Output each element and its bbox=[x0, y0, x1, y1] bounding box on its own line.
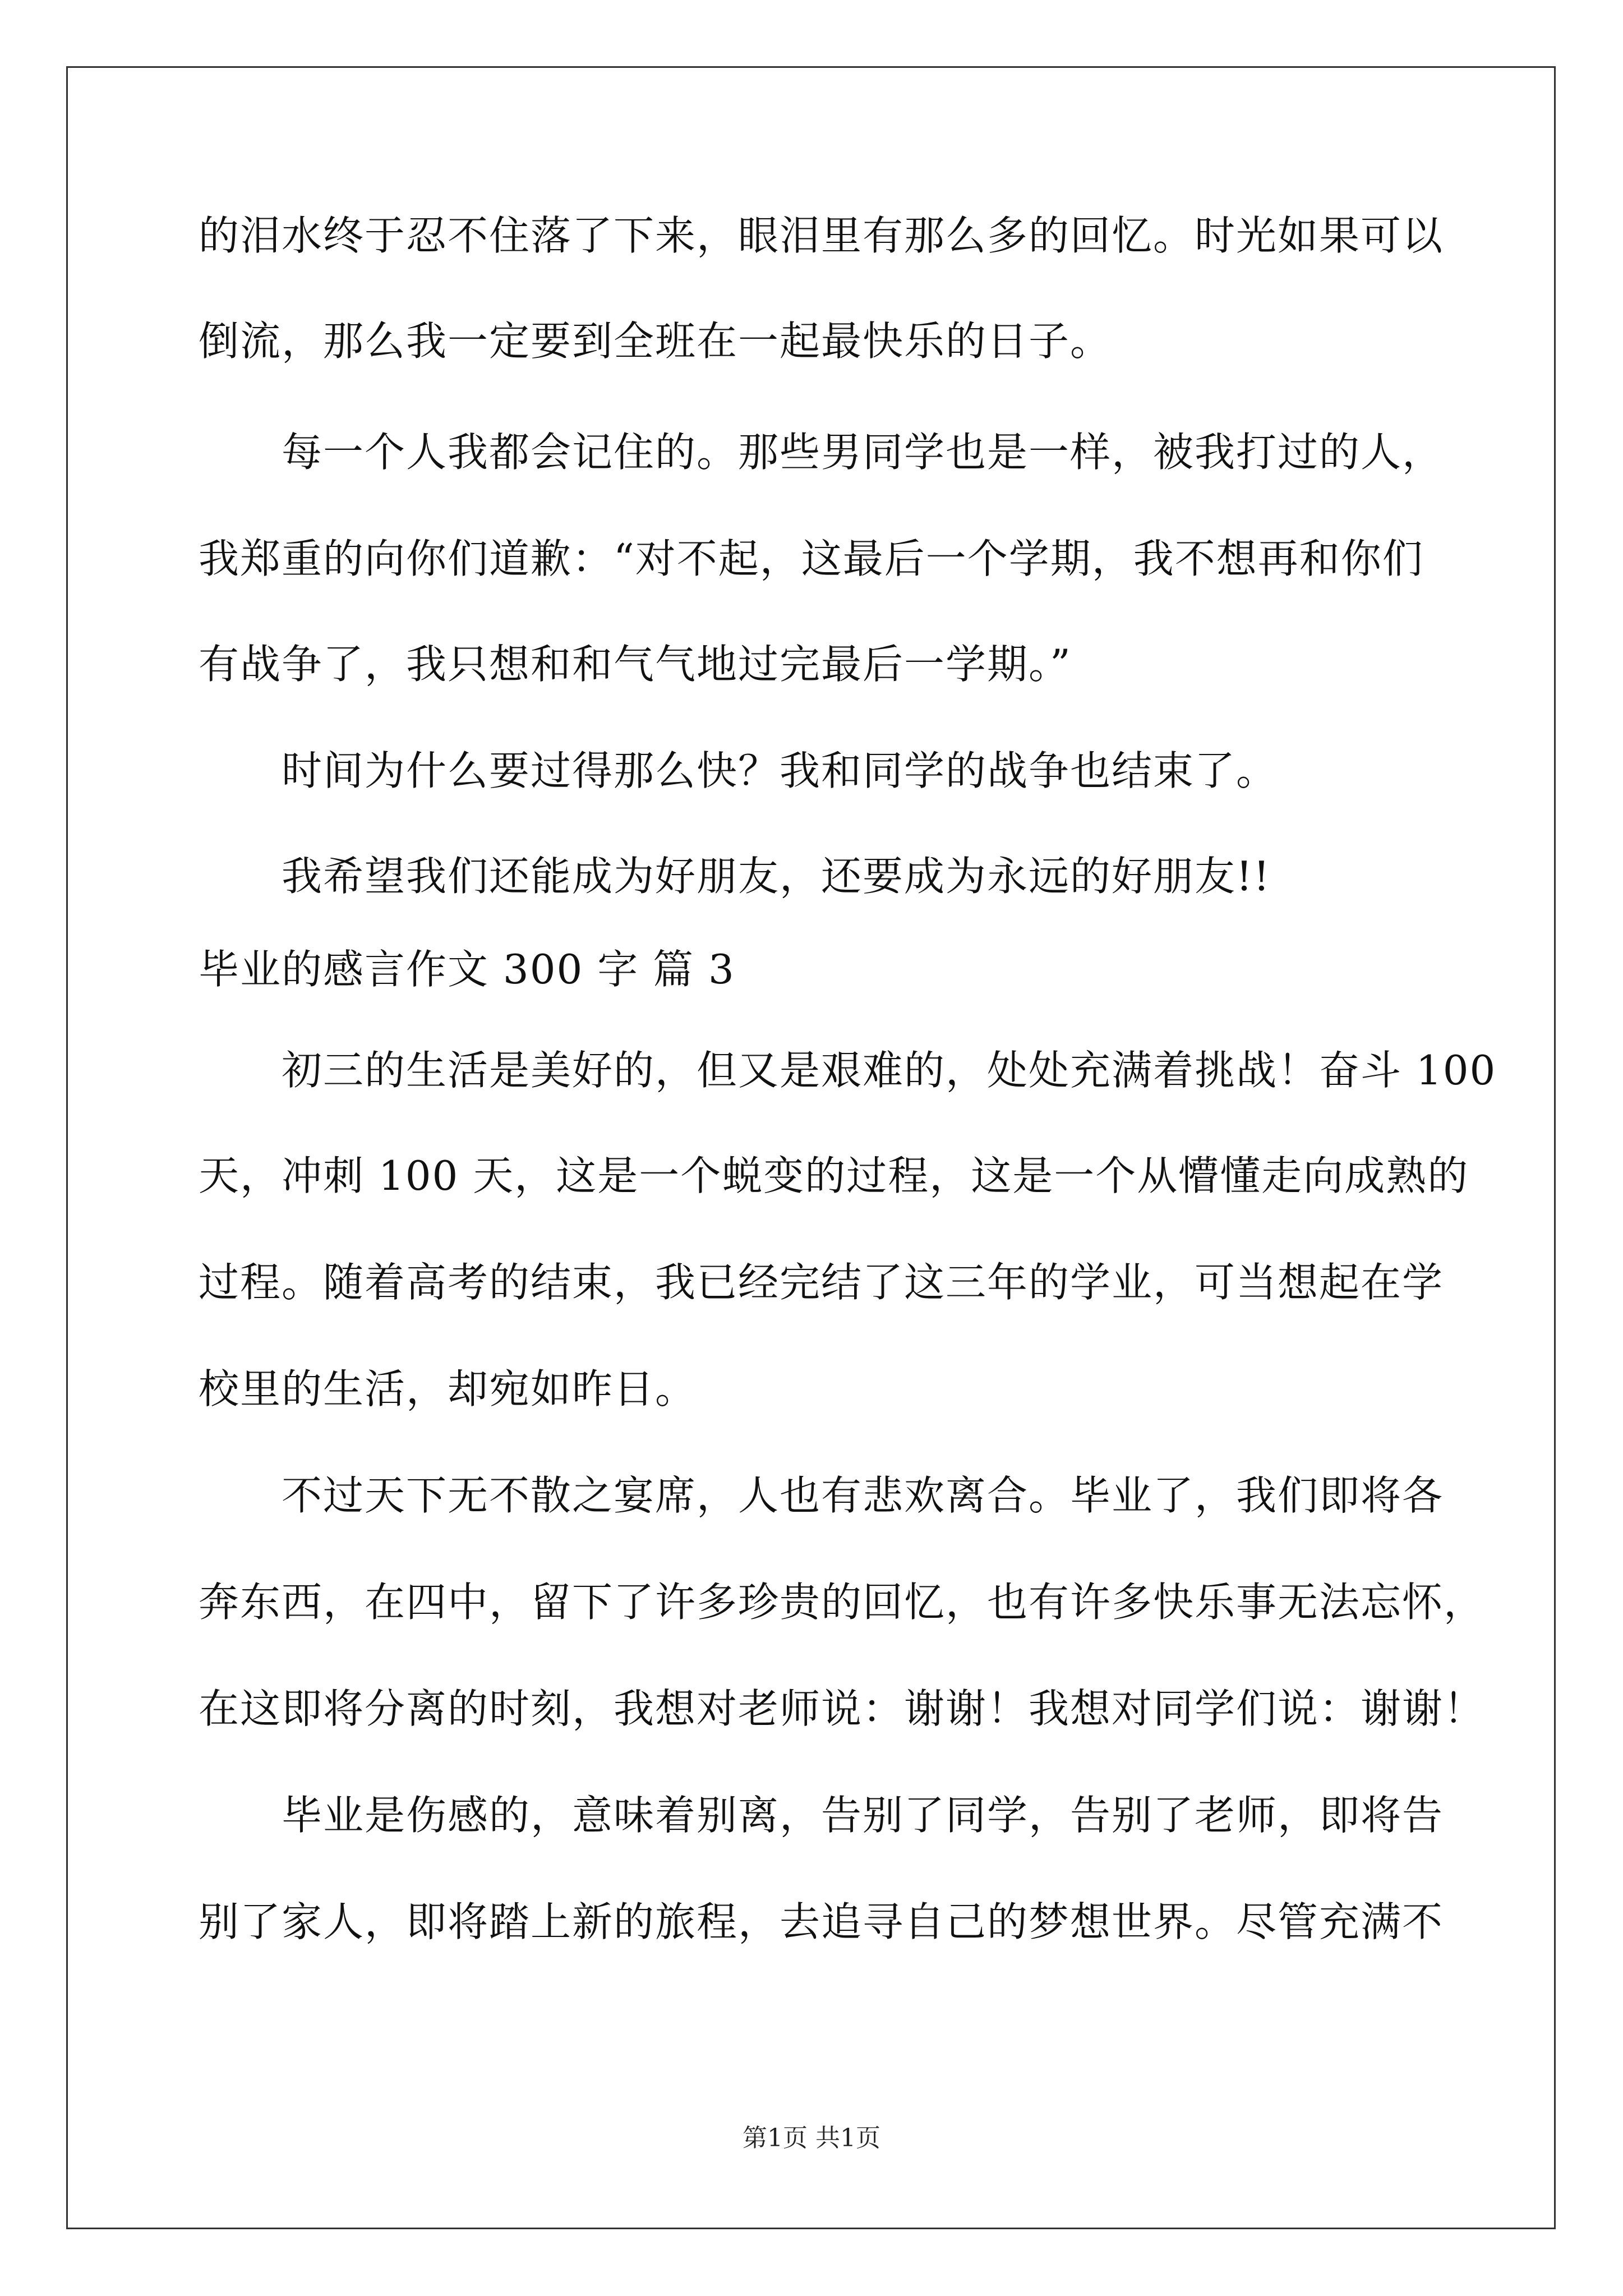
text-line: 校里的生活，却宛如昨日。 bbox=[199, 1365, 697, 1412]
text-line: 每一个人我都会记住的。那些男同学也是一样，被我打过的人， bbox=[282, 429, 1444, 476]
text-line: 不过天下无不散之宴席，人也有悲欢离合。毕业了，我们即将各 bbox=[282, 1472, 1444, 1519]
text-line: 我希望我们还能成为好朋友，还要成为永远的好朋友!! bbox=[282, 853, 1271, 900]
text-line: 初三的生活是美好的，但又是艰难的，处处充满着挑战！奋斗 100 bbox=[282, 1047, 1497, 1094]
page-number-footer: 第1页 共1页 bbox=[743, 2124, 880, 2152]
text-line: 有战争了，我只想和和气气地过完最后一学期。” bbox=[199, 641, 1072, 688]
text-line: 我郑重的向你们道歉：“对不起，这最后一个学期，我不想再和你们 bbox=[199, 535, 1424, 582]
text-line: 的泪水终于忍不住落了下来，眼泪里有那么多的回忆。时光如果可以 bbox=[199, 212, 1444, 259]
section-heading: 毕业的感言作文 300 字 篇 3 bbox=[199, 946, 735, 993]
text-line: 时间为什么要过得那么快？我和同学的战争也结束了。 bbox=[282, 747, 1278, 794]
text-line: 在这即将分离的时刻，我想对老师说：谢谢！我想对同学们说：谢谢！ bbox=[199, 1685, 1486, 1732]
text-line: 毕业是伤感的，意味着别离，告别了同学，告别了老师，即将告 bbox=[282, 1792, 1444, 1839]
text-line: 倒流，那么我一定要到全班在一起最快乐的日子。 bbox=[199, 318, 1112, 365]
text-line: 天，冲刺 100 天，这是一个蜕变的过程，这是一个从懵懂走向成熟的 bbox=[199, 1152, 1469, 1199]
text-line: 别了家人，即将踏上新的旅程，去追寻自己的梦想世界。尽管充满不 bbox=[199, 1898, 1444, 1945]
text-line: 奔东西，在四中，留下了许多珍贵的回忆，也有许多快乐事无法忘怀， bbox=[199, 1579, 1486, 1626]
text-line: 过程。随着高考的结束，我已经完结了这三年的学业，可当想起在学 bbox=[199, 1259, 1444, 1306]
